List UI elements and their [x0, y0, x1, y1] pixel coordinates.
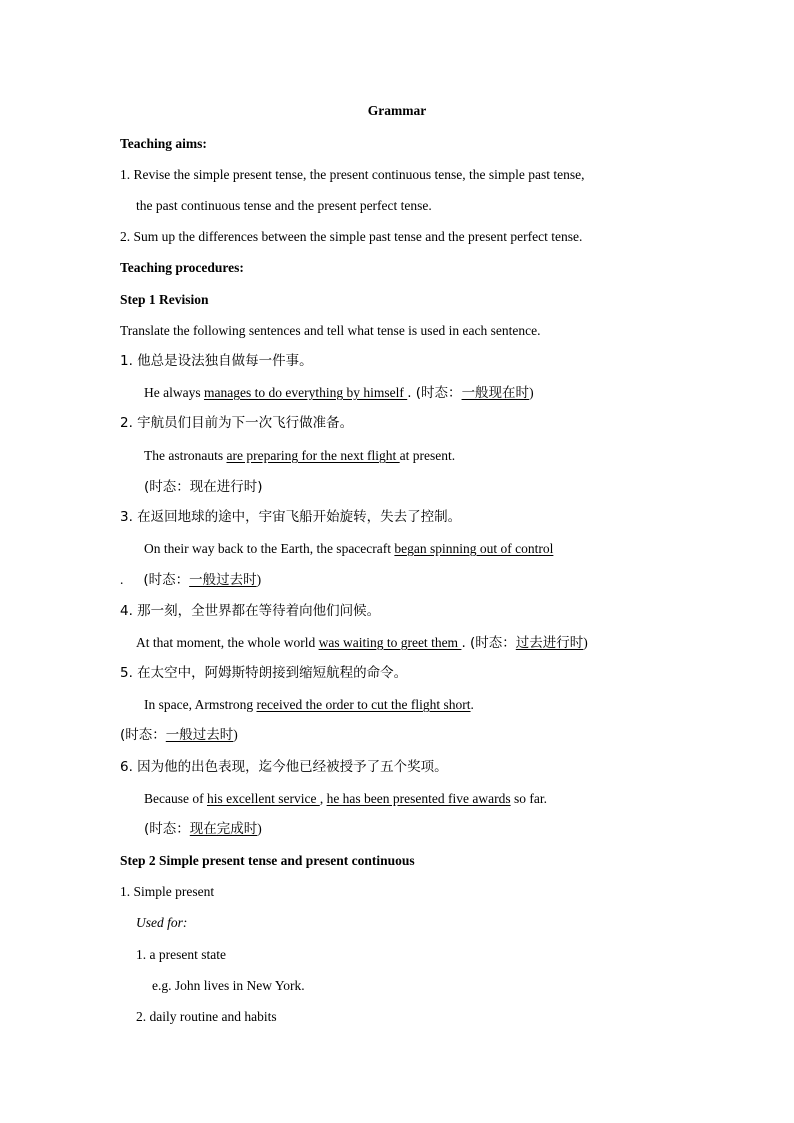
- sentence-3-answer: began spinning out of control: [394, 541, 554, 556]
- simple-present-heading: 1. Simple present: [120, 884, 215, 899]
- sentence-1-chinese: 1. 他总是设法独自做每一件事。: [120, 353, 313, 369]
- translate-instruction: Translate the following sentences and tell what tense is used in each sentence.: [120, 323, 541, 338]
- sentence-6-tense: 现在完成时: [189, 821, 258, 837]
- aim-2: 2. Sum up the differences between the simple past tense and the present perfect tense.: [120, 229, 583, 244]
- sentence-5-chinese: 5. 在太空中，阿姆斯特朗接到缩短航程的命令。: [120, 665, 408, 681]
- sentence-5-post: .: [470, 697, 474, 712]
- sentence-3-tense: 一般过去时: [189, 572, 257, 588]
- sentence-5-tense-line: [120, 726, 238, 744]
- sentence-6-english: [144, 790, 547, 808]
- sentence-4-tense: 过去进行时: [515, 635, 584, 651]
- example-1: e.g. John lives in New York.: [152, 978, 305, 993]
- sentence-5-answer: received the order to cut the flight short: [256, 697, 471, 712]
- sentence-4-english: [136, 634, 588, 652]
- sentence-2-tense: (时态：现在进行时): [144, 479, 263, 495]
- used-for-label: Used for:: [136, 915, 188, 930]
- sentence-5-close: ): [233, 727, 238, 742]
- sentence-3-english: [144, 540, 553, 558]
- sentence-6-post: so far.: [510, 791, 547, 806]
- sentence-6-comma: ,: [319, 791, 327, 806]
- sentence-5-tense: 一般过去时: [165, 727, 234, 743]
- sentence-1-english: [144, 384, 534, 402]
- sentence-6-tense-line: [144, 820, 262, 838]
- sentence-4-tense-label: . (时态：: [461, 635, 516, 651]
- sentence-3-dot: .: [120, 572, 124, 587]
- sentence-1-tense: 一般现在时: [461, 385, 530, 401]
- sentence-3-tense-label: (时态：: [143, 572, 190, 588]
- sentence-6-chinese: 6. 因为他的出色表现，迄今他已经被授予了五个奖项。: [120, 759, 448, 775]
- sentence-1-answer: manages to do everything by himself: [203, 385, 408, 400]
- use-1: 1. a present state: [136, 947, 226, 962]
- aim-1-line-2: the past continuous tense and the present perfect tense.: [136, 198, 432, 213]
- sentence-6-close: ): [257, 821, 262, 836]
- sentence-1-close: ): [529, 385, 534, 400]
- step-2-heading: Step 2 Simple present tense and present continuous: [120, 853, 415, 868]
- sentence-2-chinese: 2. 宇航员们目前为下一次飞行做准备。: [120, 415, 354, 431]
- sentence-3-close: ): [256, 572, 262, 587]
- sentence-2-post: at present.: [399, 448, 456, 463]
- sentence-4-answer: was waiting to greet them: [318, 635, 462, 650]
- sentence-5-text: In space, Armstrong: [144, 697, 257, 712]
- sentence-6-text: Because of: [144, 791, 207, 806]
- sentence-3-text: On their way back to the Earth, the spacecraft: [144, 541, 395, 556]
- sentence-5-tense-label: (时态：: [120, 727, 166, 743]
- sentence-6-answer-1: his excellent service: [206, 791, 320, 806]
- teaching-aims-heading: Teaching aims:: [120, 136, 207, 151]
- sentence-1-tense-label: . (时态：: [407, 385, 462, 401]
- use-2: 2. daily routine and habits: [136, 1009, 277, 1024]
- sentence-2-text: The astronauts: [144, 448, 227, 463]
- page-title: Grammar: [367, 103, 427, 118]
- sentence-5-english: [144, 696, 474, 714]
- sentence-4-close: ): [583, 635, 588, 650]
- sentence-4-chinese: 4. 那一刻，全世界都在等待着向他们问候。: [120, 603, 381, 619]
- sentence-6-answer-2: he has been presented five awards: [326, 791, 511, 806]
- sentence-2-answer: are preparing for the next flight: [226, 448, 400, 463]
- aim-1-line-1: 1. Revise the simple present tense, the present continuous tense, the simple past tense,: [120, 167, 585, 182]
- sentence-3-chinese: 3. 在返回地球的途中，宇宙飞船开始旋转，失去了控制。: [120, 509, 462, 525]
- step-1-heading: Step 1 Revision: [120, 292, 209, 307]
- sentence-4-text: At that moment, the whole world: [136, 635, 319, 650]
- sentence-6-tense-label: (时态：: [144, 821, 190, 837]
- sentence-1-text: He always: [144, 385, 204, 400]
- sentence-3-tense-line: [120, 571, 261, 589]
- sentence-2-english: [144, 447, 455, 465]
- teaching-procedures-heading: Teaching procedures:: [120, 260, 244, 275]
